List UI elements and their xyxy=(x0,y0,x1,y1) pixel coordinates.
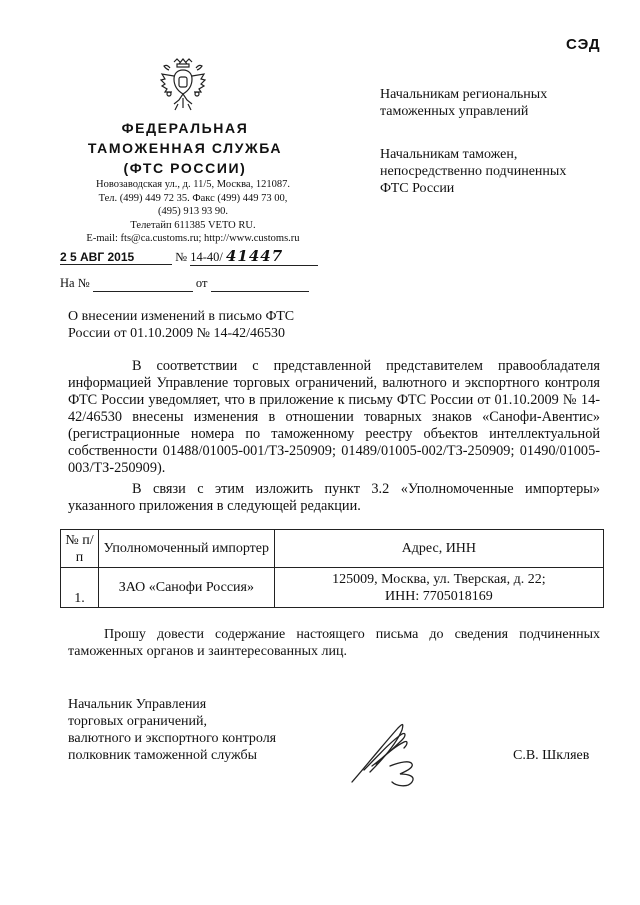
authorized-importers-table xyxy=(60,529,604,608)
title-line: валютного и экспортного контроля xyxy=(68,731,277,746)
addressee-line: ФТС России xyxy=(380,181,455,196)
paragraph-text: В связи с этим изложить пункт 3.2 «Уполномоченные импортеры» указанного приложения в следующей редакции. xyxy=(68,481,600,514)
contact-line: Новозаводская ул., д. 11/5, Москва, 121087. xyxy=(96,179,290,190)
ref-label: На № xyxy=(60,276,90,290)
signatory-name: С.В. Шкляев xyxy=(513,748,590,763)
handwritten-signature xyxy=(346,712,436,790)
letter-subject xyxy=(68,308,294,342)
reference-line xyxy=(60,276,309,292)
org-name-line: ТАМОЖЕННАЯ СЛУЖБА xyxy=(87,140,283,156)
signatory-title xyxy=(68,696,276,764)
body-paragraph-1 xyxy=(68,358,600,477)
contact-line: E-mail: fts@ca.customs.ru; http://www.customs.ru xyxy=(86,233,300,244)
organization-name xyxy=(70,118,300,178)
addressee-line: непосредственно подчиненных xyxy=(380,164,567,179)
addressee-regional xyxy=(380,86,547,120)
address-line: 125009, Москва, ул. Тверская, д. 22; xyxy=(332,571,546,587)
table-row xyxy=(61,568,604,608)
contact-line: (495) 913 93 90. xyxy=(158,206,228,217)
handwritten-number: 41447 xyxy=(225,247,284,265)
ref-from-label: от xyxy=(195,276,208,290)
closing-paragraph xyxy=(68,626,600,660)
addressee-customs xyxy=(380,146,566,197)
header-importer: Уполномоченный импортер xyxy=(98,530,274,568)
inn-line: ИНН: 7705018169 xyxy=(385,588,493,604)
contact-line: Телетайп 611385 VETO RU. xyxy=(130,219,256,231)
document-marker: СЭД xyxy=(566,36,601,53)
org-name-line: ФЕДЕРАЛЬНАЯ xyxy=(121,120,249,136)
org-name-line: (ФТС РОССИИ) xyxy=(123,160,247,176)
title-line: полковник таможенной службы xyxy=(68,748,258,763)
addressee-line: Начальникам таможен, xyxy=(380,147,518,162)
registration-number xyxy=(190,247,318,266)
registration-number-prefix: 14-40/ xyxy=(190,250,223,264)
double-headed-eagle-emblem xyxy=(160,58,206,114)
addressee-line: Начальникам региональных xyxy=(380,87,548,102)
organization-contacts xyxy=(62,178,324,246)
body-paragraph-2 xyxy=(68,481,600,515)
contact-line: Тел. (499) 449 72 35. Факс (499) 449 73 00, xyxy=(98,192,288,204)
title-line: Начальник Управления xyxy=(68,697,207,712)
paragraph-text: В соответствии с представленной представителем правообладателя информацией Управление торговых ограничений, валютного и экспортного контроля ФТС России уведомляет, что в приложение к письму ФТС России от 01.10.2009 № 14-42/46530 внесены изменения в отношении товарных знаков «Санофи-Авентис» (регистрационные номера по таможенному реестру объектов интеллектуальной собственности 01488/01005-001/ТЗ-250909; 01489/01005-002/ТЗ-250909; 01490/01005-003/ТЗ-250909). xyxy=(68,358,600,476)
subject-line: О внесении изменений в письмо ФТС xyxy=(68,309,295,324)
paragraph-text: Прошу довести содержание настоящего письма до сведения подчиненных таможенных органов и заинтересованных лиц. xyxy=(68,627,600,659)
cell-address xyxy=(274,568,603,608)
title-line: торговых ограничений, xyxy=(68,714,208,729)
cell-importer: ЗАО «Санофи Россия» xyxy=(98,568,274,608)
registration-line xyxy=(60,247,318,266)
ref-date-blank xyxy=(211,276,309,292)
subject-line: России от 01.10.2009 № 14-42/46530 xyxy=(68,326,286,341)
table-header-row xyxy=(61,530,604,568)
cell-num: 1. xyxy=(61,568,99,608)
header-address: Адрес, ИНН xyxy=(274,530,603,568)
registration-date-stamp: 2 5 АВГ 2015 xyxy=(60,250,172,265)
number-label: № xyxy=(175,250,188,264)
ref-number-blank xyxy=(93,276,193,292)
header-num: № п/п xyxy=(61,530,99,568)
addressee-line: таможенных управлений xyxy=(380,104,529,119)
